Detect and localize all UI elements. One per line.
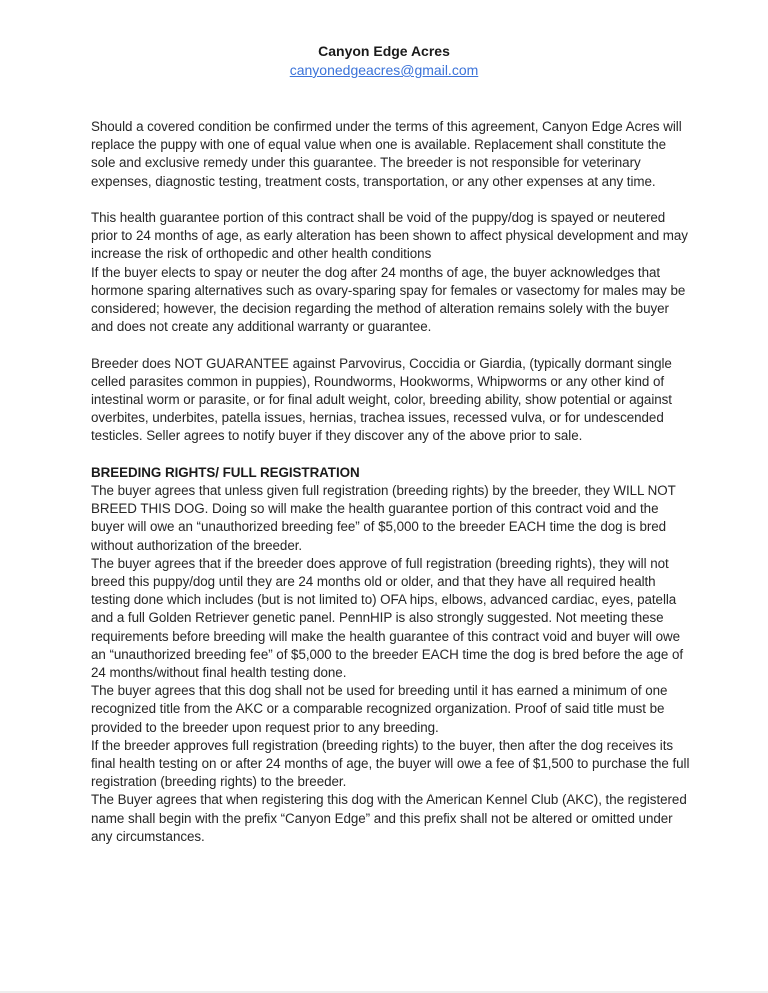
- section-heading: BREEDING RIGHTS/ FULL REGISTRATION: [91, 464, 360, 480]
- clause-no-breeding: The buyer agrees that unless given full registration (breeding rights) by the breeder, they WILL NOT BREED THIS DOG. Doing so will make the health guarantee portion of this contract void and the buyer will owe an “unauthorized breeding fee” of $5,000 to the breeder EACH time the dog is bred without authorization of the breeder.: [91, 483, 676, 553]
- document-header: [0, 42, 768, 80]
- spay-neuter-paragraph: [91, 209, 691, 336]
- paragraph-text: Should a covered condition be confirmed under the terms of this agreement, Canyon Edge Acres will replace the puppy with one of equal value when one is available. Replacement shall constitute the sole and exclusive remedy under this guarantee. The breeder is not responsible for veterinary expenses, diagnostic testing, treatment costs, transportation, or any other expenses at any time.: [91, 119, 682, 189]
- clause-akc-title: The buyer agrees that this dog shall not be used for breeding until it has earned a minimum of one recognized title from the AKC or a comparable recognized organization. Proof of said title must be provided to the breeder upon request prior to any breeding.: [91, 683, 668, 735]
- paragraph-text: This health guarantee portion of this contract shall be void of the puppy/dog is spayed or neutered prior to 24 months of age, as early alteration has been shown to affect physical development and may increase the risk of orthopedic and other health conditions: [91, 210, 688, 262]
- email-line: [0, 61, 768, 80]
- replacement-remedy-paragraph: [91, 118, 691, 191]
- paragraph-text: Breeder does NOT GUARANTEE against Parvovirus, Coccidia or Giardia, (typically dormant single celled parasites common in puppies), Roundworms, Hookworms, Whipworms or any other kind of intestinal worm or parasite, or for final adult weight, color, breeding ability, show potential or against overbites, underbites, patella issues, hernias, trachea issues, recessed vulva, or for undescended testicles. Seller agrees to notify buyer if they discover any of the above prior to sale.: [91, 355, 672, 444]
- paragraph-text: If the buyer elects to spay or neuter the dog after 24 months of age, the buyer acknowledges that hormone sparing alternatives such as ovary-sparing spay for females or vasectomy for males may be considered; however, the decision regarding the method of alteration remains solely with the buyer and does not create any additional warranty or guarantee.: [91, 264, 686, 335]
- email-link[interactable]: canyonedgeacres@gmail.com: [289, 62, 479, 78]
- clause-akc-prefix: The Buyer agrees that when registering this dog with the American Kennel Club (AKC), the registered name shall begin with the prefix “Canyon Edge” and this prefix shall not be altered or omitted under any circumstances.: [91, 792, 687, 844]
- breeding-rights-section: [91, 464, 691, 846]
- document-body: [91, 118, 691, 864]
- clause-health-testing: The buyer agrees that if the breeder does approve of full registration (breeding rights), they will not breed this puppy/dog until they are 24 months old or older, and that they have all required health testing done which includes (but is not limited to) OFA hips, elbows, advanced cardiac, eyes, patella and a full Golden Retriever genetic panel. PennHIP is also strongly suggested. Not meeting these requirements before breeding will make the health guarantee of this contract void and buyer will owe an “unauthorized breeding fee” of $5,000 to the breeder EACH time the dog is bred before the age of 24 months/without final health testing done.: [91, 555, 684, 681]
- kennel-name-title: Canyon Edge Acres: [318, 43, 450, 59]
- exclusions-paragraph: [91, 355, 691, 446]
- clause-registration-fee: If the breeder approves full registration (breeding rights) to the buyer, then after the dog receives its final health testing on or after 24 months of age, the buyer will owe a fee of $1,500 to purchase the full registration (breeding rights) to the breeder.: [91, 737, 690, 790]
